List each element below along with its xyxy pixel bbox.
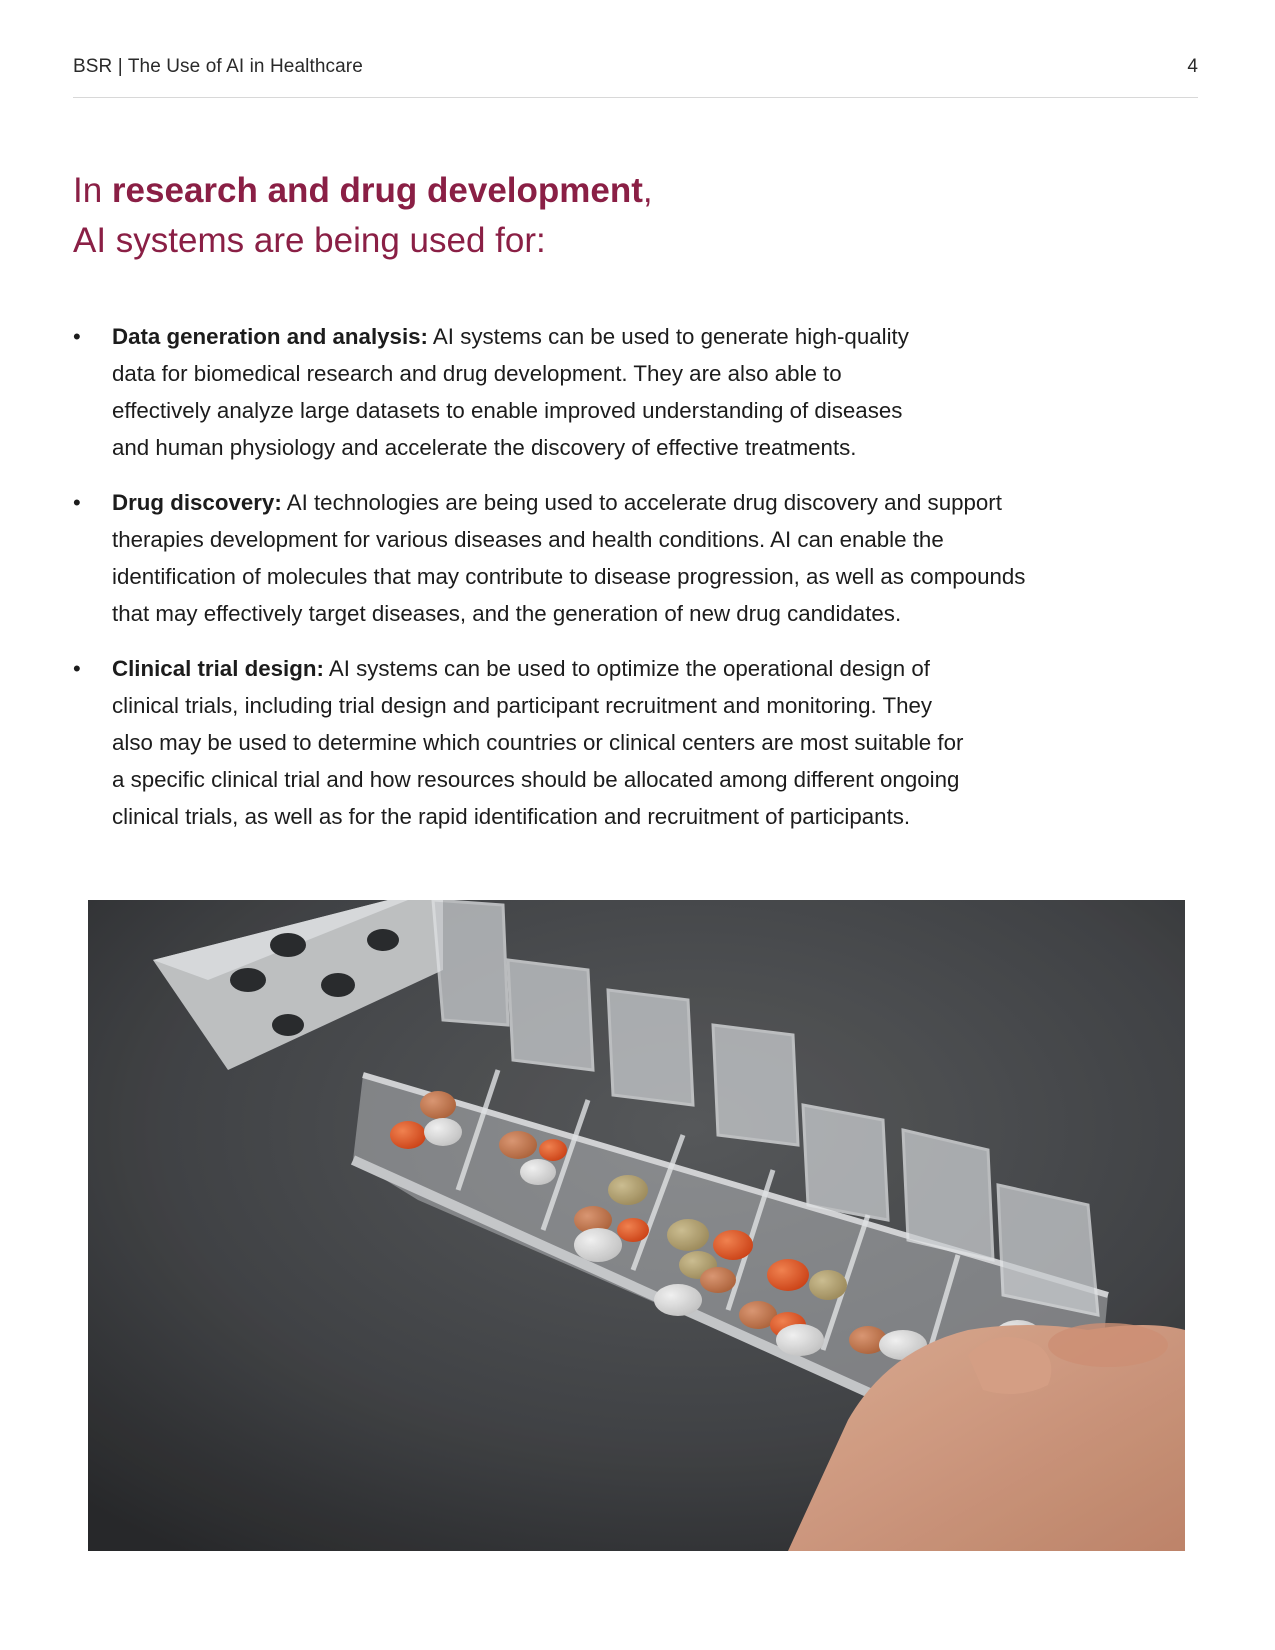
pill-organizer-illustration: [88, 900, 1185, 1551]
bullet-text: that may effectively target diseases, and the generation of new drug candidates.: [112, 601, 902, 626]
pill-organizer-photo: [88, 900, 1185, 1551]
bullet-text: clinical trials, as well as for the rapid identification and recruitment of participants.: [112, 804, 911, 829]
bullet-text: AI systems can be used to optimize the operational design of: [323, 656, 930, 681]
page-header: [73, 52, 1198, 98]
bullet-term: Drug discovery:: [112, 490, 282, 515]
bullet-term: Data generation and analysis:: [112, 324, 428, 349]
heading-emphasis: research and drug development: [111, 171, 643, 210]
heading-suffix: ,: [642, 171, 653, 210]
bullet-list: [73, 318, 1153, 853]
bullet-item: [73, 650, 1153, 835]
bullet-text: a specific clinical trial and how resources should be allocated among different ongoing: [112, 767, 960, 792]
bullet-dot: •: [73, 656, 81, 681]
bullet-text: therapies development for various diseases and health conditions. AI can enable the: [112, 527, 944, 552]
heading-line-2: AI systems are being used for:: [73, 221, 546, 260]
bullet-text: identification of molecules that may contribute to disease progression, as well as compounds: [112, 564, 1026, 589]
bullet-text: AI systems can be used to generate high-quality: [427, 324, 909, 349]
bullet-text: effectively analyze large datasets to enable improved understanding of diseases: [112, 398, 903, 423]
bullet-term: Clinical trial design:: [112, 656, 324, 681]
bullet-text: AI technologies are being used to accelerate drug discovery and support: [281, 490, 1002, 515]
bullet-text: data for biomedical research and drug development. They are also able to: [112, 361, 842, 386]
document-title: BSR | The Use of AI in Healthcare: [73, 56, 363, 77]
heading-prefix: In: [73, 171, 112, 210]
bullet-dot: •: [73, 324, 81, 349]
bullet-text: clinical trials, including trial design and participant recruitment and monitoring. They: [112, 693, 933, 718]
bullet-item: [73, 318, 1153, 466]
bullet-text: also may be used to determine which countries or clinical centers are most suitable for: [112, 730, 964, 755]
bullet-text: and human physiology and accelerate the discovery of effective treatments.: [112, 435, 857, 460]
bullet-item: [73, 484, 1153, 632]
bullet-dot: •: [73, 490, 81, 515]
page-number: 4: [1187, 56, 1198, 77]
section-heading: [73, 166, 1173, 266]
